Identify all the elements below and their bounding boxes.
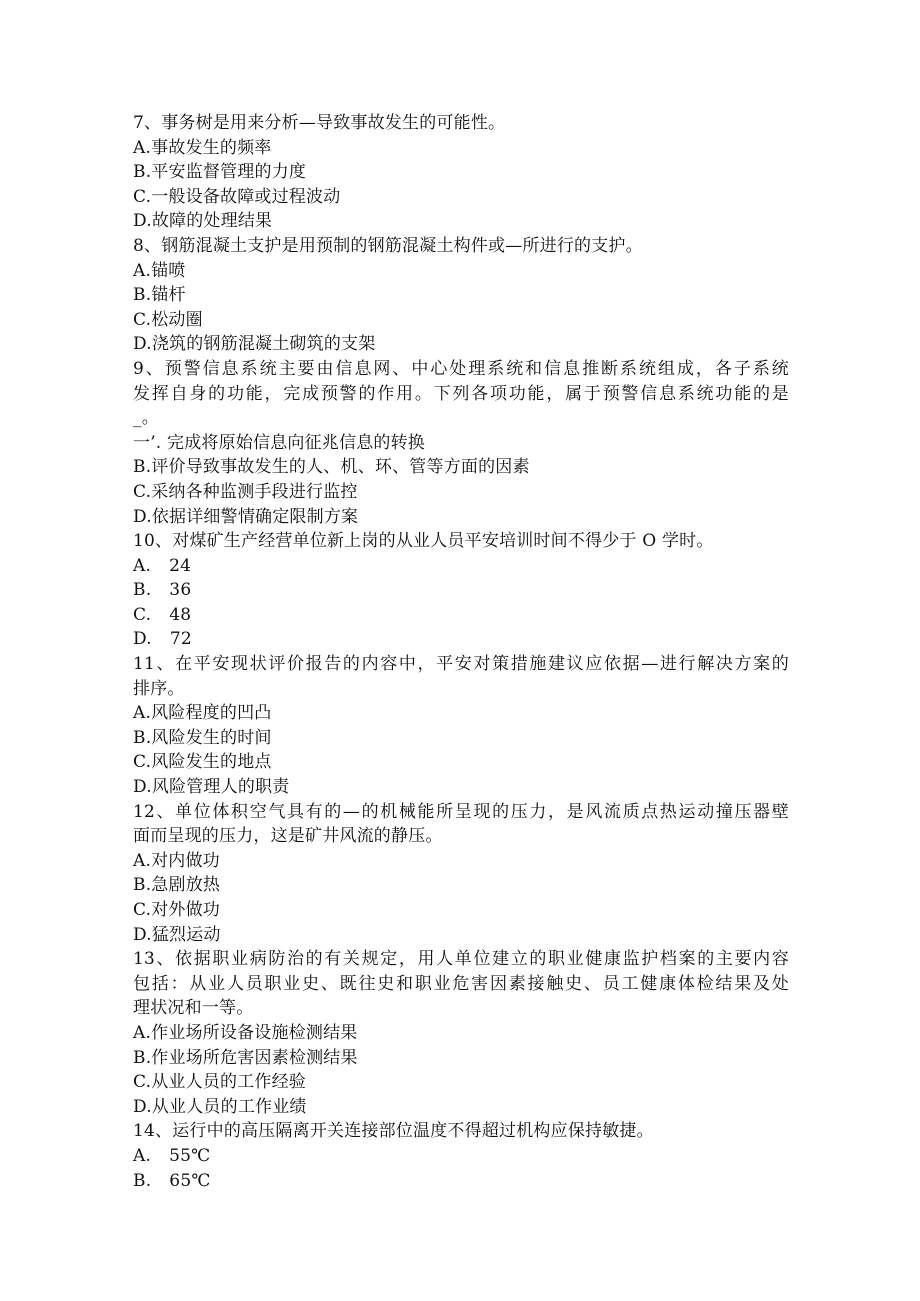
- question-11-option-a: A.风险程度的凹凸: [133, 703, 272, 724]
- question-10-option-c: [133, 603, 789, 628]
- question-9-option-b: B.评价导致事故发生的人、机、环、管等方面的因素: [133, 457, 530, 478]
- option-value: 48: [169, 604, 192, 625]
- question-7-option-d: D.故障的处理结果: [133, 211, 273, 232]
- question-12-option-b: B.急剧放热: [133, 875, 221, 896]
- question-9-stem-line-2: 发挥自身的功能，完成预警的作用。下列各项功能，属于预警信息系统功能的是: [133, 383, 789, 404]
- question-12-stem-line-1: 12、单位体积空气具有的—的机械能所呈现的压力，是风流质点热运动撞压器壁: [133, 801, 789, 822]
- option-letter: D.: [133, 629, 152, 650]
- question-14-option-b: [133, 1169, 789, 1194]
- question-13-option-d: D.从业人员的工作业绩: [133, 1096, 307, 1117]
- question-14-stem: 14、运行中的高压隔离开关连接部位温度不得超过机构应保持敏捷。: [133, 1121, 654, 1142]
- question-12-option-a: A.对内做功: [133, 850, 220, 871]
- question-12-option-c: C.对外做功: [133, 900, 221, 920]
- question-13-option-a: A.作业场所设备设施检测结果: [133, 1022, 358, 1043]
- question-13-stem-line-3: 理状况和一等。: [133, 998, 254, 1019]
- question-12-stem-line-2: 面而呈现的压力，这是矿井风流的静压。: [133, 826, 443, 847]
- option-letter: A.: [133, 1145, 152, 1166]
- option-letter: B.: [133, 1170, 152, 1191]
- question-11-option-b: B.风险发生的时间: [133, 727, 272, 748]
- question-13-stem-line-2: 包括：从业人员职业史、既往史和职业危害因素接触史、员工健康体检结果及处: [133, 973, 789, 994]
- question-10-stem: 10、对煤矿生产经营单位新上岗的从业人员平安培训时间不得少于 O 学时。: [133, 531, 714, 552]
- question-13-option-b: B.作业场所危害因素检测结果: [133, 1047, 358, 1068]
- question-7-stem: 7、事务树是用来分析—导致事故发生的可能性。: [133, 113, 506, 133]
- question-8-stem: 8、钢筋混凝土支护是用预制的钢筋混凝土构件或—所进行的支护。: [133, 235, 643, 256]
- question-8-option-c: C.松动圈: [133, 309, 203, 330]
- question-13-option-c: C.从业人员的工作经验: [133, 1072, 307, 1093]
- question-7-option-b: B.平安监督管理的力度: [133, 162, 307, 183]
- option-letter: B.: [133, 580, 152, 601]
- question-8-option-a: A.锚喷: [133, 260, 186, 281]
- option-value: 24: [169, 555, 192, 576]
- question-9-option-c: C.采纳各种监测手段进行监控: [133, 481, 358, 502]
- question-9-stem-line-1: 9、预警信息系统主要由信息网、中心处理系统和信息推断系统组成，各子系统: [133, 358, 789, 379]
- question-9-option-a: 一’. 完成将原始信息向征兆信息的转换: [133, 432, 426, 453]
- question-13-stem-line-1: 13、依据职业病防治的有关规定，用人单位建立的职业健康监护档案的主要内容: [133, 949, 789, 970]
- question-14-option-a: [133, 1144, 789, 1169]
- question-7-option-c: C.一般设备故障或过程波动: [133, 186, 341, 207]
- question-11-stem-line-1: 11、在平安现状评价报告的内容中，平安对策措施建议应依据—进行解决方案的: [133, 654, 789, 675]
- question-11-stem-line-2: 排序。: [133, 678, 185, 699]
- question-10-option-b: [133, 578, 789, 603]
- question-12-option-d: D.猛烈运动: [133, 924, 221, 945]
- question-7-option-a: A.事故发生的频率: [133, 137, 272, 158]
- question-11-option-d: D.风险管理人的职责: [133, 777, 290, 798]
- option-value: 36: [169, 580, 192, 601]
- option-value: 72: [169, 629, 192, 650]
- document-page: [133, 111, 789, 1193]
- question-10-option-d: [133, 627, 789, 652]
- question-11-option-c: C.风险发生的地点: [133, 752, 272, 773]
- question-8-option-b: B.锚杆: [133, 285, 186, 306]
- question-9-option-d: D.依据详细警情确定限制方案: [133, 506, 359, 527]
- option-value: 65℃: [169, 1170, 211, 1191]
- option-value: 55℃: [169, 1145, 211, 1166]
- question-8-option-d: D.浇筑的钢筋混凝土砌筑的支架: [133, 334, 376, 355]
- question-10-option-a: [133, 554, 789, 579]
- option-letter: A.: [133, 555, 152, 576]
- option-letter: C.: [133, 604, 152, 625]
- question-9-stem-line-3: _。: [133, 408, 159, 429]
